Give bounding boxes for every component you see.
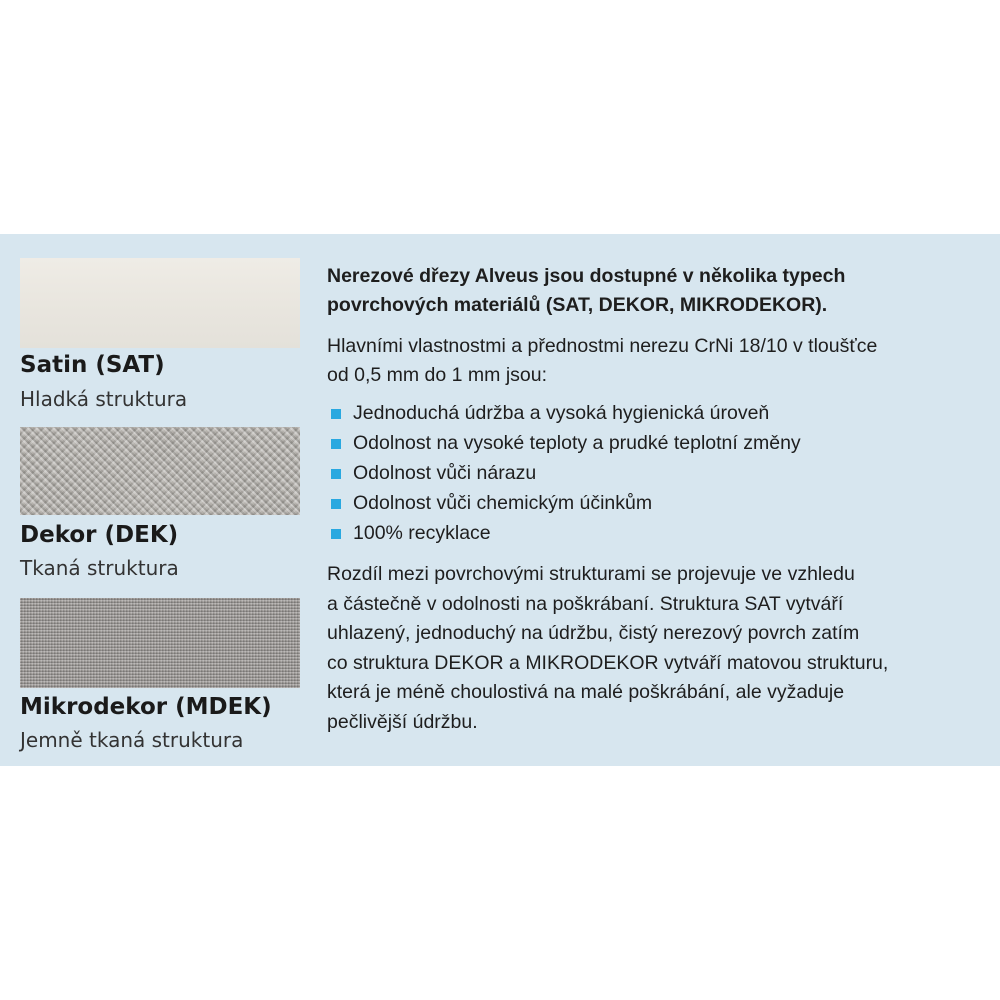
material-name-dekor: Dekor (DEK) xyxy=(20,522,179,548)
paragraph-line: která je méně choulostivá na malé poškrábání, ale vyžaduje xyxy=(327,681,845,704)
mikrodekor-swatch-image xyxy=(20,598,300,688)
list-item-text: Odolnost vůči chemickým účinkům xyxy=(353,492,653,514)
square-bullet-icon xyxy=(331,469,341,479)
list-item-text: Odolnost na vysoké teploty a prudké teplotní změny xyxy=(353,432,801,454)
heading-line: Nerezové dřezy Alveus jsou dostupné v několika typech xyxy=(327,265,846,287)
list-item-text: Jednoduchá údržba a vysoká hygienická úroveň xyxy=(353,402,770,424)
material-name-mikrodekor: Mikrodekor (MDEK) xyxy=(20,694,272,720)
intro-line: Hlavními vlastnostmi a přednostmi nerezu CrNi 18/10 v tloušťce xyxy=(327,335,878,357)
list-item xyxy=(327,488,987,518)
properties-intro xyxy=(327,332,987,390)
heading-line: povrchových materiálů (SAT, DEKOR, MIKRODEKOR). xyxy=(327,294,828,316)
list-item-text: Odolnost vůči nárazu xyxy=(353,462,537,484)
paragraph-line: uhlazený, jednoduchý na údržbu, čistý nerezový povrch zatím xyxy=(327,622,860,645)
square-bullet-icon xyxy=(331,529,341,539)
square-bullet-icon xyxy=(331,499,341,509)
paragraph-line: a částečně v odolnosti na poškrábaní. Struktura SAT vytváří xyxy=(327,592,844,615)
list-item xyxy=(327,398,987,428)
material-name-satin: Satin (SAT) xyxy=(20,352,165,378)
paragraph-line: Rozdíl mezi povrchovými strukturami se projevuje ve vzhledu xyxy=(327,563,855,585)
dekor-swatch-image xyxy=(20,427,300,515)
list-item-text: 100% recyklace xyxy=(353,522,491,544)
structure-difference-paragraph xyxy=(327,560,987,738)
material-desc-satin: Hladká struktura xyxy=(20,387,188,411)
material-desc-mikrodekor: Jemně tkaná struktura xyxy=(20,728,244,752)
paragraph-line: co struktura DEKOR a MIKRODEKOR vytváří matovou strukturu, xyxy=(327,651,889,674)
material-desc-dekor: Tkaná struktura xyxy=(20,556,179,580)
intro-heading xyxy=(327,262,987,320)
intro-line: od 0,5 mm do 1 mm jsou: xyxy=(327,364,548,386)
square-bullet-icon xyxy=(331,439,341,449)
satin-swatch-image xyxy=(20,258,300,348)
square-bullet-icon xyxy=(331,409,341,419)
properties-list xyxy=(327,398,987,548)
list-item xyxy=(327,518,987,548)
paragraph-line: pečlivější údržbu. xyxy=(327,710,478,733)
list-item xyxy=(327,458,987,488)
list-item xyxy=(327,428,987,458)
